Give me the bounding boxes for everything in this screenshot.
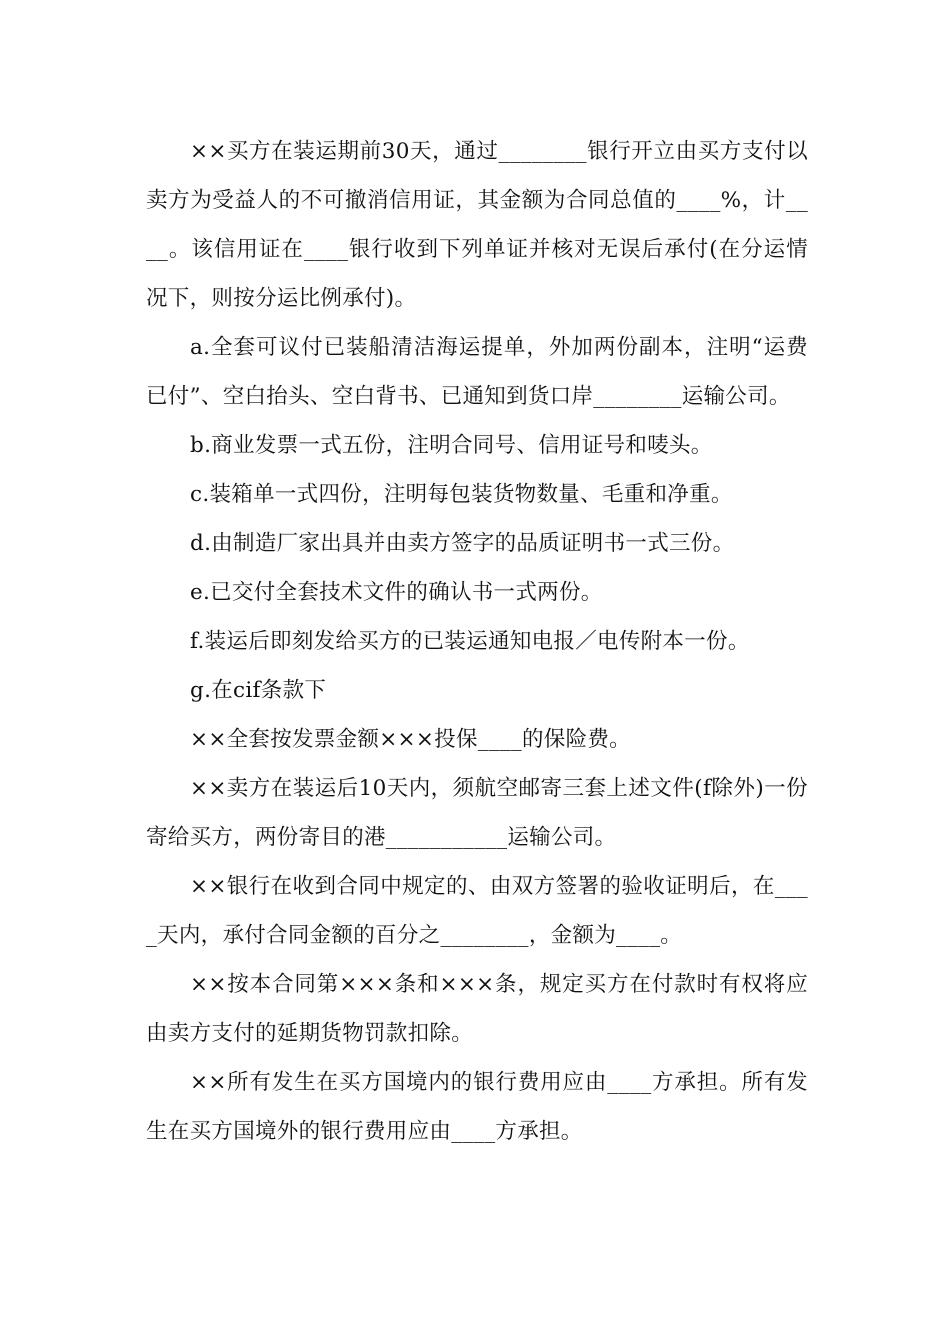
paragraph-bank-charges: ××所有发生在买方国境内的银行费用应由____方承担。所有发生在买方国境外的银行费用应由____方承担。 — [146, 1070, 808, 1144]
paragraph-item-b: b.商业发票一式五份，注明合同号、信用证号和唛头。 — [190, 433, 713, 458]
paragraph-item-g: g.在cif条款下 — [190, 678, 327, 703]
paragraph-item-e: e.已交付全套技术文件的确认书一式两份。 — [190, 580, 603, 605]
paragraph-item-f: f.装运后即刻发给买方的已装运通知电报／电传附本一份。 — [190, 629, 750, 654]
paragraph-item-a: a.全套可议付已装船清洁海运提单，外加两份副本，注明“运费已付”、空白抬头、空白背书、已通知到货口岸________运输公司。 — [146, 335, 808, 409]
paragraph-item-d: d.由制造厂家出具并由卖方签字的品质证明书一式三份。 — [190, 531, 735, 556]
document-body — [146, 127, 808, 1156]
paragraph-penalty-deduction: ××按本合同第×××条和×××条，规定买方在付款时有权将应由卖方支付的延期货物罚款扣除。 — [146, 972, 808, 1046]
paragraph-acceptance-payment: ××银行在收到合同中规定的、由双方签署的验收证明后，在____天内，承付合同金额的百分之________，金额为____。 — [146, 874, 808, 948]
paragraph-insurance: ××全套按发票金额×××投保____的保险费。 — [190, 727, 631, 752]
paragraph-letter-of-credit: ××买方在装运期前30天，通过________银行开立由买方支付以卖方为受益人的不可撤消信用证，其金额为合同总值的____%，计____。该信用证在____银行收到下列单证并核对无误后承付(在分运情况下，则按分运比例承付)。 — [146, 139, 808, 311]
paragraph-mailing-documents: ××卖方在装运后10天内，须航空邮寄三套上述文件(f除外)一份寄给买方，两份寄目的港___________运输公司。 — [146, 776, 808, 850]
paragraph-item-c: c.装箱单一式四份，注明每包装货物数量、毛重和净重。 — [190, 482, 733, 507]
